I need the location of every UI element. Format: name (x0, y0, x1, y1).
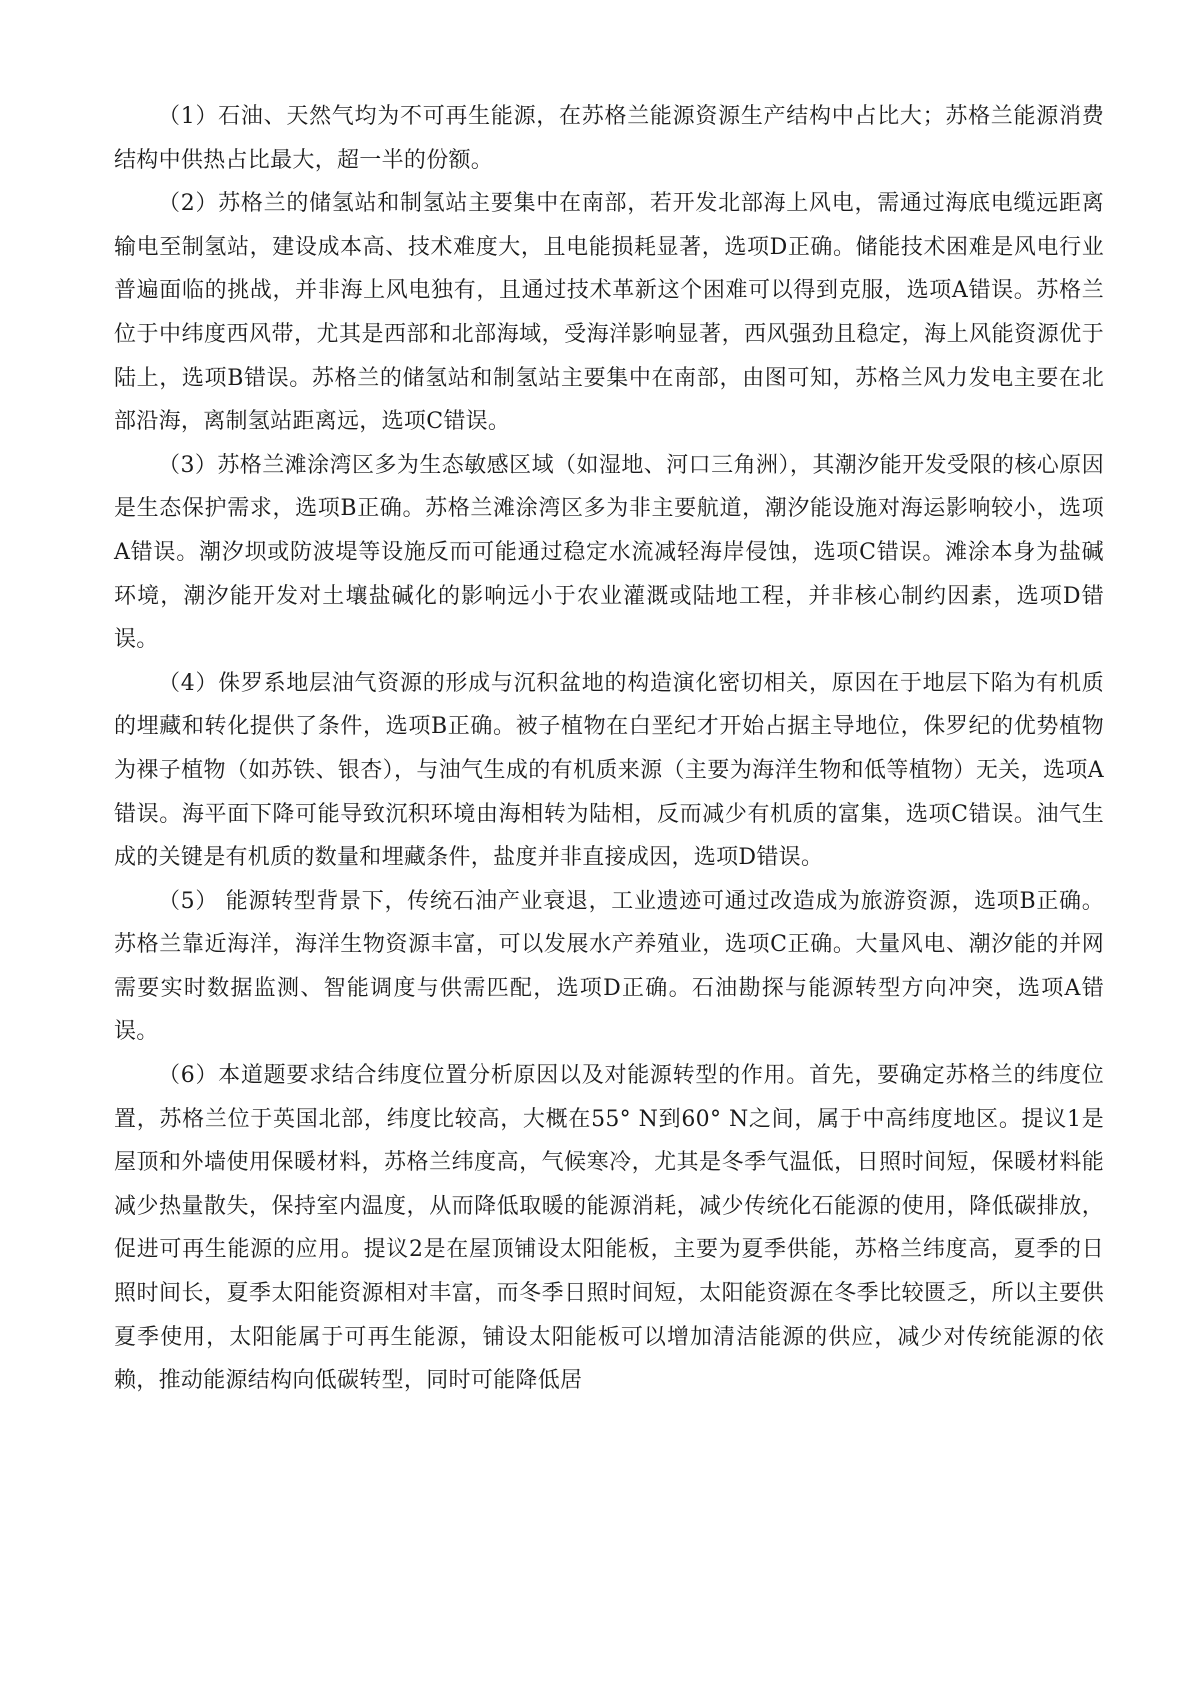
paragraph-3: （3）苏格兰滩涂湾区多为生态敏感区域（如湿地、河口三角洲），其潮汐能开发受限的核心原因是生态保护需求，选项B正确。苏格兰滩涂湾区多为非主要航道，潮汐能设施对海运影响较小，选项A错误。潮汐坝或防波堤等设施反而可能通过稳定水流减轻海岸侵蚀，选项C错误。滩涂本身为盐碱环境，潮汐能开发对土壤盐碱化的影响远小于农业灌溉或陆地工程，并非核心制约因素，选项D错误。 (114, 452, 1104, 653)
paragraph-1: （1）石油、天然气均为不可再生能源，在苏格兰能源资源生产结构中占比大；苏格兰能源消费结构中供热占比最大，超一半的份额。 (114, 104, 1104, 173)
paragraph-6: （6）本道题要求结合纬度位置分析原因以及对能源转型的作用。首先，要确定苏格兰的纬度位置，苏格兰位于英国北部，纬度比较高，大概在55° N到60° N之间，属于中高纬度地区。提议1是屋顶和外墙使用保暖材料，苏格兰纬度高，气候寒冷，尤其是冬季气温低，日照时间短，保暖材料能减少热量散失，保持室内温度，从而降低取暖的能源消耗，减少传统化石能源的使用，降低碳排放，促进可再生能源的应用。提议2是在屋顶铺设太阳能板，主要为夏季供能，苏格兰纬度高，夏季的日照时间长，夏季太阳能资源相对丰富，而冬季日照时间短，太阳能资源在冬季比较匮乏，所以主要供夏季使用，太阳能属于可再生能源，铺设太阳能板可以增加清洁能源的供应，减少对传统能源的依赖，推动能源结构向低碳转型，同时可能降低居 (114, 1063, 1104, 1394)
paragraph-5: （5） 能源转型背景下，传统石油产业衰退，工业遗迹可通过改造成为旅游资源，选项B正确。苏格兰靠近海洋，海洋生物资源丰富，可以发展水产养殖业，选项C正确。大量风电、潮汐能的并网需要实时数据监测、智能调度与供需匹配，选项D正确。石油勘探与能源转型方向冲突，选项A错误。 (114, 888, 1104, 1045)
paragraph-2: （2）苏格兰的储氢站和制氢站主要集中在南部，若开发北部海上风电，需通过海底电缆远距离输电至制氢站，建设成本高、技术难度大，且电能损耗显著，选项D正确。储能技术困难是风电行业普遍面临的挑战，并非海上风电独有，且通过技术革新这个困难可以得到克服，选项A错误。苏格兰位于中纬度西风带，尤其是西部和北部海域，受海洋影响显著，西风强劲且稳定，海上风能资源优于陆上，选项B错误。苏格兰的储氢站和制氢站主要集中在南部，由图可知，苏格兰风力发电主要在北部沿海，离制氢站距离远，选项C错误。 (114, 191, 1104, 435)
paragraph-4: （4）侏罗系地层油气资源的形成与沉积盆地的构造演化密切相关，原因在于地层下陷为有机质的埋藏和转化提供了条件，选项B正确。被子植物在白垩纪才开始占据主导地位，侏罗纪的优势植物为裸子植物（如苏铁、银杏），与油气生成的有机质来源（主要为海洋生物和低等植物）无关，选项A错误。海平面下降可能导致沉积环境由海相转为陆相，反而减少有机质的富集，选项C错误。油气生成的关键是有机质的数量和埋藏条件，盐度并非直接成因，选项D错误。 (114, 670, 1104, 871)
